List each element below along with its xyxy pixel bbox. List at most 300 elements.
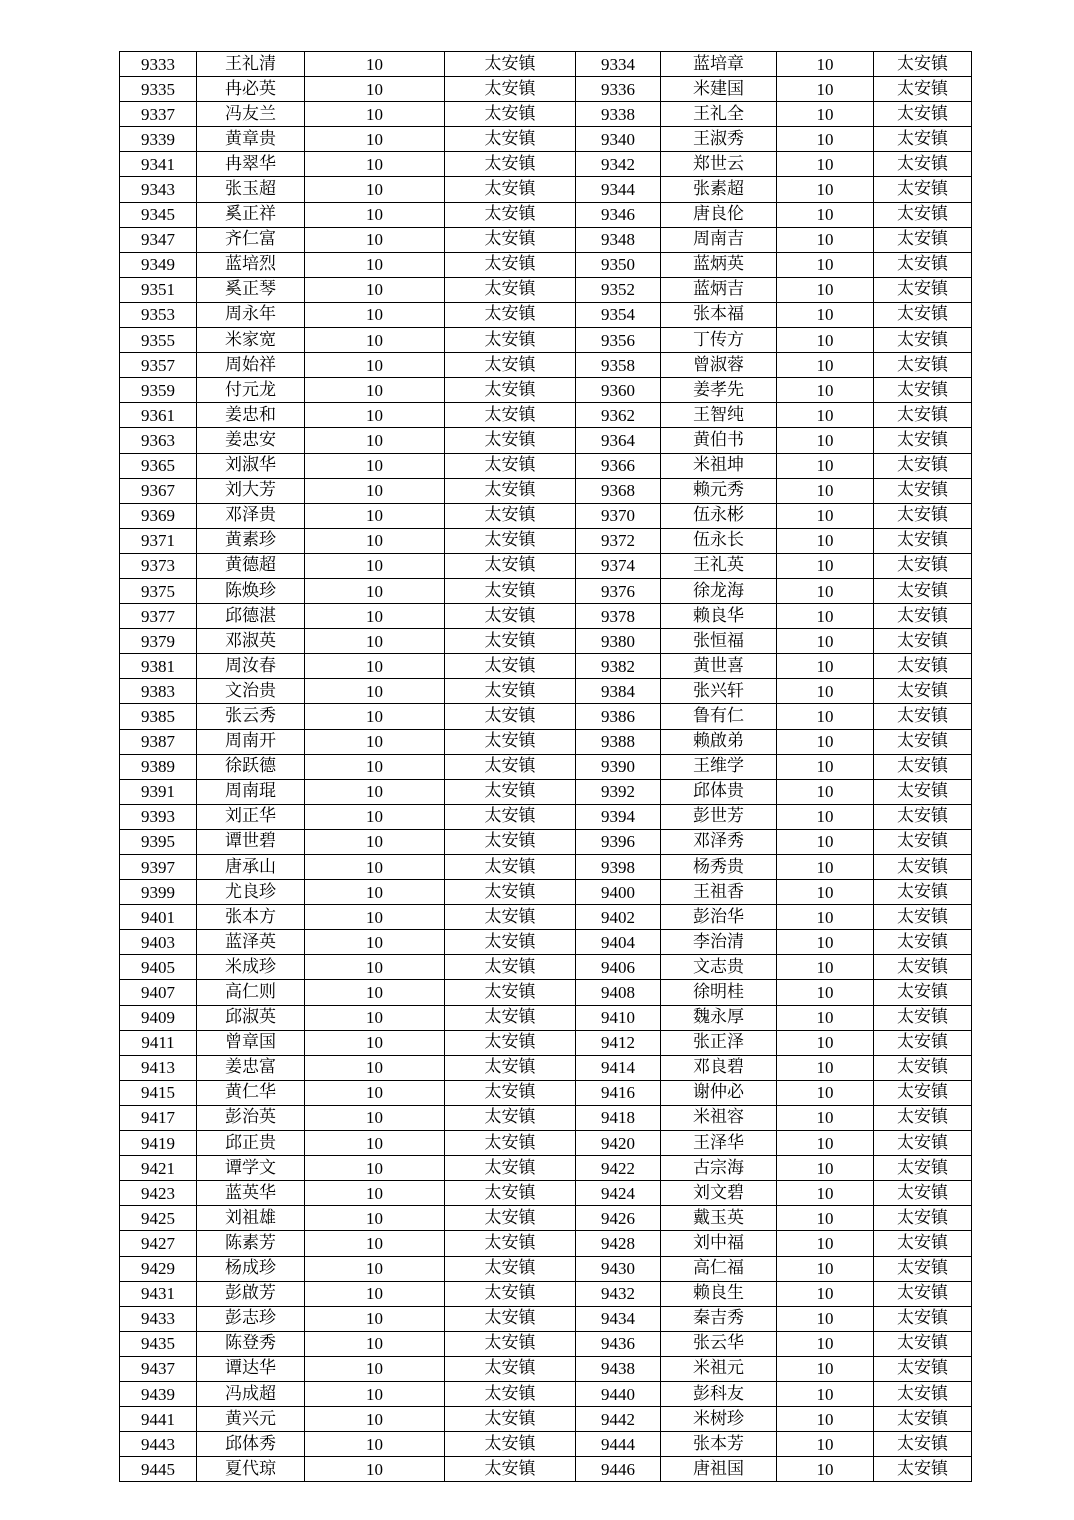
town-cell: 太安镇 [874,704,972,729]
record-number-cell: 9384 [576,679,661,704]
person-name-cell: 戴玉英 [661,1206,777,1231]
person-name-cell: 彭世芳 [661,804,777,829]
town-cell: 太安镇 [874,1105,972,1130]
person-name-cell: 刘中福 [661,1231,777,1256]
person-name-cell: 黄仁华 [197,1080,305,1105]
town-cell: 太安镇 [445,729,576,754]
person-name-cell: 赖啟弟 [661,729,777,754]
record-number-cell: 9445 [120,1457,197,1482]
person-name-cell: 王维学 [661,754,777,779]
record-number-cell: 9352 [576,277,661,302]
record-number-cell: 9337 [120,102,197,127]
amount-cell: 10 [305,1356,445,1381]
person-name-cell: 刘淑华 [197,453,305,478]
table-row [120,1156,972,1181]
town-cell: 太安镇 [445,252,576,277]
town-cell: 太安镇 [874,252,972,277]
town-cell: 太安镇 [445,980,576,1005]
person-name-cell: 周汝春 [197,654,305,679]
person-name-cell: 刘文碧 [661,1181,777,1206]
amount-cell: 10 [305,1281,445,1306]
record-number-cell: 9436 [576,1331,661,1356]
amount-cell: 10 [305,955,445,980]
person-name-cell: 王礼清 [197,52,305,77]
town-cell: 太安镇 [874,353,972,378]
town-cell: 太安镇 [445,654,576,679]
amount-cell: 10 [777,1105,874,1130]
table-row [120,779,972,804]
town-cell: 太安镇 [445,578,576,603]
amount-cell: 10 [305,428,445,453]
amount-cell: 10 [305,855,445,880]
person-name-cell: 黄德超 [197,553,305,578]
amount-cell: 10 [777,177,874,202]
table-row [120,277,972,302]
person-name-cell: 魏永厚 [661,1005,777,1030]
town-cell: 太安镇 [874,1331,972,1356]
record-number-cell: 9394 [576,804,661,829]
amount-cell: 10 [777,980,874,1005]
amount-cell: 10 [777,654,874,679]
record-number-cell: 9416 [576,1080,661,1105]
table-row [120,880,972,905]
record-number-cell: 9425 [120,1206,197,1231]
town-cell: 太安镇 [874,403,972,428]
table-row [120,855,972,880]
record-number-cell: 9414 [576,1055,661,1080]
record-number-cell: 9346 [576,202,661,227]
person-name-cell: 冯成超 [197,1381,305,1406]
person-name-cell: 邓泽秀 [661,829,777,854]
amount-cell: 10 [305,754,445,779]
record-number-cell: 9368 [576,478,661,503]
amount-cell: 10 [777,1030,874,1055]
person-name-cell: 王礼全 [661,102,777,127]
person-name-cell: 唐祖国 [661,1457,777,1482]
person-name-cell: 刘祖雄 [197,1206,305,1231]
table-row [120,503,972,528]
town-cell: 太安镇 [874,328,972,353]
amount-cell: 10 [305,1206,445,1231]
record-number-cell: 9420 [576,1131,661,1156]
person-name-cell: 高仁福 [661,1256,777,1281]
amount-cell: 10 [777,1407,874,1432]
town-cell: 太安镇 [874,1206,972,1231]
record-number-cell: 9442 [576,1407,661,1432]
record-number-cell: 9338 [576,102,661,127]
person-name-cell: 张云华 [661,1331,777,1356]
town-cell: 太安镇 [445,1407,576,1432]
table-row [120,1432,972,1457]
town-cell: 太安镇 [874,1080,972,1105]
amount-cell: 10 [777,1331,874,1356]
amount-cell: 10 [777,353,874,378]
amount-cell: 10 [777,252,874,277]
record-number-cell: 9444 [576,1432,661,1457]
person-name-cell: 王祖香 [661,880,777,905]
record-number-cell: 9392 [576,779,661,804]
record-number-cell: 9409 [120,1005,197,1030]
record-number-cell: 9435 [120,1331,197,1356]
person-name-cell: 曾章国 [197,1030,305,1055]
town-cell: 太安镇 [445,1356,576,1381]
roster-table [119,51,972,1482]
table-row [120,1356,972,1381]
record-number-cell: 9369 [120,503,197,528]
table-row [120,1457,972,1482]
town-cell: 太安镇 [874,528,972,553]
town-cell: 太安镇 [445,1105,576,1130]
town-cell: 太安镇 [874,1181,972,1206]
person-name-cell: 王淑秀 [661,127,777,152]
table-row [120,177,972,202]
town-cell: 太安镇 [445,77,576,102]
person-name-cell: 周始祥 [197,353,305,378]
amount-cell: 10 [305,679,445,704]
town-cell: 太安镇 [445,1256,576,1281]
record-number-cell: 9418 [576,1105,661,1130]
record-number-cell: 9366 [576,453,661,478]
table-row [120,679,972,704]
amount-cell: 10 [305,1181,445,1206]
amount-cell: 10 [305,177,445,202]
record-number-cell: 9399 [120,880,197,905]
person-name-cell: 黄章贵 [197,127,305,152]
person-name-cell: 张恒福 [661,629,777,654]
record-number-cell: 9390 [576,754,661,779]
record-number-cell: 9438 [576,1356,661,1381]
town-cell: 太安镇 [445,403,576,428]
record-number-cell: 9336 [576,77,661,102]
person-name-cell: 伍永长 [661,528,777,553]
amount-cell: 10 [777,152,874,177]
record-number-cell: 9427 [120,1231,197,1256]
amount-cell: 10 [777,604,874,629]
person-name-cell: 赖良生 [661,1281,777,1306]
table-row [120,528,972,553]
record-number-cell: 9400 [576,880,661,905]
town-cell: 太安镇 [445,227,576,252]
table-row [120,1256,972,1281]
amount-cell: 10 [777,1055,874,1080]
amount-cell: 10 [777,1181,874,1206]
record-number-cell: 9407 [120,980,197,1005]
record-number-cell: 9381 [120,654,197,679]
record-number-cell: 9380 [576,629,661,654]
roster-body [120,52,972,1482]
record-number-cell: 9413 [120,1055,197,1080]
amount-cell: 10 [305,1256,445,1281]
record-number-cell: 9396 [576,829,661,854]
table-row [120,980,972,1005]
table-row [120,1306,972,1331]
person-name-cell: 谭世碧 [197,829,305,854]
record-number-cell: 9379 [120,629,197,654]
town-cell: 太安镇 [874,955,972,980]
record-number-cell: 9356 [576,328,661,353]
record-number-cell: 9359 [120,378,197,403]
person-name-cell: 邓泽贵 [197,503,305,528]
person-name-cell: 付元龙 [197,378,305,403]
amount-cell: 10 [305,1156,445,1181]
town-cell: 太安镇 [445,1131,576,1156]
table-row [120,328,972,353]
town-cell: 太安镇 [874,553,972,578]
table-row [120,378,972,403]
town-cell: 太安镇 [445,553,576,578]
town-cell: 太安镇 [874,1131,972,1156]
record-number-cell: 9378 [576,604,661,629]
record-number-cell: 9403 [120,930,197,955]
town-cell: 太安镇 [445,353,576,378]
town-cell: 太安镇 [445,1080,576,1105]
person-name-cell: 陈焕珍 [197,578,305,603]
record-number-cell: 9335 [120,77,197,102]
table-row [120,252,972,277]
town-cell: 太安镇 [445,905,576,930]
person-name-cell: 唐良伦 [661,202,777,227]
person-name-cell: 冉翠华 [197,152,305,177]
record-number-cell: 9434 [576,1306,661,1331]
person-name-cell: 赖元秀 [661,478,777,503]
amount-cell: 10 [777,302,874,327]
record-number-cell: 9373 [120,553,197,578]
person-name-cell: 奚正琴 [197,277,305,302]
record-number-cell: 9383 [120,679,197,704]
record-number-cell: 9344 [576,177,661,202]
town-cell: 太安镇 [445,1306,576,1331]
table-row [120,453,972,478]
record-number-cell: 9446 [576,1457,661,1482]
record-number-cell: 9387 [120,729,197,754]
person-name-cell: 杨成珍 [197,1256,305,1281]
town-cell: 太安镇 [445,1005,576,1030]
person-name-cell: 谭学文 [197,1156,305,1181]
amount-cell: 10 [305,227,445,252]
table-row [120,102,972,127]
amount-cell: 10 [305,1105,445,1130]
amount-cell: 10 [305,1432,445,1457]
person-name-cell: 姜忠富 [197,1055,305,1080]
person-name-cell: 黄伯书 [661,428,777,453]
record-number-cell: 9437 [120,1356,197,1381]
amount-cell: 10 [777,1306,874,1331]
person-name-cell: 蓝炳吉 [661,277,777,302]
person-name-cell: 齐仁富 [197,227,305,252]
town-cell: 太安镇 [445,1331,576,1356]
town-cell: 太安镇 [874,654,972,679]
record-number-cell: 9377 [120,604,197,629]
amount-cell: 10 [777,503,874,528]
amount-cell: 10 [305,453,445,478]
town-cell: 太安镇 [445,1457,576,1482]
person-name-cell: 米树珍 [661,1407,777,1432]
town-cell: 太安镇 [445,202,576,227]
amount-cell: 10 [777,704,874,729]
person-name-cell: 奚正祥 [197,202,305,227]
town-cell: 太安镇 [445,1030,576,1055]
town-cell: 太安镇 [874,1356,972,1381]
table-row [120,428,972,453]
person-name-cell: 黄兴元 [197,1407,305,1432]
amount-cell: 10 [777,1432,874,1457]
town-cell: 太安镇 [874,302,972,327]
table-row [120,202,972,227]
record-number-cell: 9401 [120,905,197,930]
amount-cell: 10 [305,1231,445,1256]
record-number-cell: 9386 [576,704,661,729]
person-name-cell: 邱体秀 [197,1432,305,1457]
record-number-cell: 9376 [576,578,661,603]
person-name-cell: 陈素芳 [197,1231,305,1256]
record-number-cell: 9362 [576,403,661,428]
town-cell: 太安镇 [874,1055,972,1080]
town-cell: 太安镇 [874,177,972,202]
record-number-cell: 9402 [576,905,661,930]
person-name-cell: 邱淑英 [197,1005,305,1030]
record-number-cell: 9367 [120,478,197,503]
amount-cell: 10 [777,1156,874,1181]
amount-cell: 10 [777,528,874,553]
record-number-cell: 9353 [120,302,197,327]
town-cell: 太安镇 [874,604,972,629]
amount-cell: 10 [305,102,445,127]
town-cell: 太安镇 [445,1231,576,1256]
record-number-cell: 9423 [120,1181,197,1206]
town-cell: 太安镇 [874,1030,972,1055]
person-name-cell: 张兴轩 [661,679,777,704]
record-number-cell: 9382 [576,654,661,679]
person-name-cell: 张云秀 [197,704,305,729]
town-cell: 太安镇 [445,604,576,629]
person-name-cell: 蓝培章 [661,52,777,77]
town-cell: 太安镇 [445,302,576,327]
amount-cell: 10 [777,52,874,77]
town-cell: 太安镇 [445,704,576,729]
table-row [120,1080,972,1105]
amount-cell: 10 [305,980,445,1005]
amount-cell: 10 [777,905,874,930]
town-cell: 太安镇 [874,1256,972,1281]
person-name-cell: 张正泽 [661,1030,777,1055]
person-name-cell: 米祖元 [661,1356,777,1381]
town-cell: 太安镇 [445,177,576,202]
person-name-cell: 米家宽 [197,328,305,353]
table-row [120,754,972,779]
amount-cell: 10 [305,503,445,528]
amount-cell: 10 [305,1457,445,1482]
amount-cell: 10 [777,729,874,754]
person-name-cell: 蓝培烈 [197,252,305,277]
town-cell: 太安镇 [874,428,972,453]
amount-cell: 10 [777,779,874,804]
person-name-cell: 谭达华 [197,1356,305,1381]
town-cell: 太安镇 [445,1381,576,1406]
record-number-cell: 9428 [576,1231,661,1256]
person-name-cell: 赖良华 [661,604,777,629]
record-number-cell: 9355 [120,328,197,353]
record-number-cell: 9371 [120,528,197,553]
amount-cell: 10 [777,880,874,905]
town-cell: 太安镇 [445,152,576,177]
person-name-cell: 彭科友 [661,1381,777,1406]
record-number-cell: 9365 [120,453,197,478]
record-number-cell: 9388 [576,729,661,754]
table-row [120,403,972,428]
amount-cell: 10 [777,127,874,152]
town-cell: 太安镇 [874,52,972,77]
person-name-cell: 蓝泽英 [197,930,305,955]
person-name-cell: 刘正华 [197,804,305,829]
record-number-cell: 9426 [576,1206,661,1231]
record-number-cell: 9415 [120,1080,197,1105]
town-cell: 太安镇 [874,804,972,829]
amount-cell: 10 [305,1381,445,1406]
record-number-cell: 9334 [576,52,661,77]
town-cell: 太安镇 [874,779,972,804]
record-number-cell: 9354 [576,302,661,327]
record-number-cell: 9391 [120,779,197,804]
person-name-cell: 黄世喜 [661,654,777,679]
amount-cell: 10 [305,779,445,804]
person-name-cell: 夏代琼 [197,1457,305,1482]
amount-cell: 10 [305,403,445,428]
record-number-cell: 9358 [576,353,661,378]
person-name-cell: 唐承山 [197,855,305,880]
record-number-cell: 9408 [576,980,661,1005]
amount-cell: 10 [305,930,445,955]
record-number-cell: 9364 [576,428,661,453]
person-name-cell: 冉必英 [197,77,305,102]
amount-cell: 10 [777,1457,874,1482]
record-number-cell: 9370 [576,503,661,528]
record-number-cell: 9357 [120,353,197,378]
amount-cell: 10 [777,403,874,428]
town-cell: 太安镇 [874,152,972,177]
record-number-cell: 9372 [576,528,661,553]
record-number-cell: 9424 [576,1181,661,1206]
town-cell: 太安镇 [445,804,576,829]
town-cell: 太安镇 [445,127,576,152]
amount-cell: 10 [305,578,445,603]
person-name-cell: 张素超 [661,177,777,202]
record-number-cell: 9406 [576,955,661,980]
record-number-cell: 9350 [576,252,661,277]
amount-cell: 10 [305,1055,445,1080]
town-cell: 太安镇 [874,855,972,880]
amount-cell: 10 [777,478,874,503]
town-cell: 太安镇 [445,829,576,854]
person-name-cell: 蓝英华 [197,1181,305,1206]
table-row [120,930,972,955]
town-cell: 太安镇 [874,453,972,478]
table-row [120,353,972,378]
amount-cell: 10 [777,1281,874,1306]
record-number-cell: 9404 [576,930,661,955]
person-name-cell: 周永年 [197,302,305,327]
table-row [120,578,972,603]
person-name-cell: 米祖坤 [661,453,777,478]
amount-cell: 10 [777,754,874,779]
amount-cell: 10 [305,202,445,227]
town-cell: 太安镇 [445,1281,576,1306]
town-cell: 太安镇 [445,1055,576,1080]
person-name-cell: 张本芳 [661,1432,777,1457]
amount-cell: 10 [777,1356,874,1381]
person-name-cell: 徐跃德 [197,754,305,779]
town-cell: 太安镇 [874,880,972,905]
amount-cell: 10 [777,1231,874,1256]
